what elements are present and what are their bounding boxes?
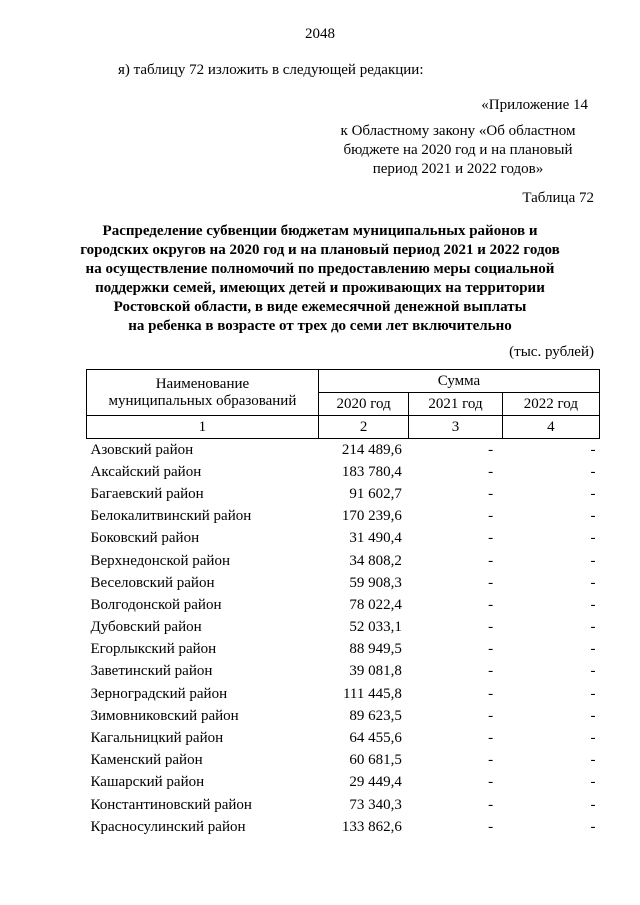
header-sum: Сумма <box>318 370 599 393</box>
value-2022: - <box>590 508 596 525</box>
law-reference <box>328 122 588 179</box>
title-line: городских округов на 2020 год и на плановый период 2021 и 2022 годов <box>80 242 560 258</box>
municipality-name: Константиновский район <box>90 796 252 813</box>
value-2021: - <box>488 574 494 591</box>
table-row <box>87 727 600 749</box>
col-number: 1 <box>87 416 319 439</box>
table-row <box>87 661 600 683</box>
value-2021: - <box>488 552 494 569</box>
value-2022: - <box>590 663 596 680</box>
value-2022: - <box>590 818 596 835</box>
table-row <box>87 572 600 594</box>
table-body <box>87 439 600 839</box>
law-ref-line: к Областному закону «Об областном <box>340 123 576 139</box>
municipality-name: Верхнедонской район <box>90 552 230 569</box>
law-ref-line: период 2021 и 2022 годов» <box>372 161 544 177</box>
value-2020: 78 022,4 <box>349 596 402 613</box>
document-title <box>70 222 570 336</box>
value-2022: - <box>590 641 596 658</box>
municipality-name: Красносулинский район <box>90 818 246 835</box>
table-row <box>87 461 600 483</box>
value-2020: 64 455,6 <box>349 730 402 747</box>
value-2020: 214 489,6 <box>341 441 402 458</box>
table-row <box>87 550 600 572</box>
municipality-name: Кашарский район <box>90 774 205 791</box>
table-row <box>87 506 600 528</box>
municipality-name: Азовский район <box>90 441 194 458</box>
value-2022: - <box>590 707 596 724</box>
title-line: Распределение субвенции бюджетам муниципальных районов и <box>102 223 538 239</box>
value-2022: - <box>590 596 596 613</box>
value-2020: 52 033,1 <box>349 619 402 636</box>
value-2021: - <box>488 663 494 680</box>
table-row <box>87 439 600 462</box>
value-2020: 133 862,6 <box>341 818 402 835</box>
table-row <box>87 772 600 794</box>
value-2022: - <box>590 774 596 791</box>
value-2020: 91 602,7 <box>349 485 402 502</box>
units-label: (тыс. рублей) <box>509 344 594 360</box>
municipality-name: Белокалитвинский район <box>90 508 252 525</box>
appendix-label: «Приложение 14 <box>481 97 588 113</box>
law-ref-line: бюджете на 2020 год и на плановый <box>343 142 573 158</box>
value-2021: - <box>488 619 494 636</box>
table-row <box>87 794 600 816</box>
header-year-2021: 2021 год <box>409 393 502 416</box>
municipality-name: Зерноградский район <box>90 685 228 702</box>
value-2021: - <box>488 485 494 502</box>
header-name-line: муниципальных образований <box>108 392 297 409</box>
value-2021: - <box>488 441 494 458</box>
col-number: 4 <box>502 416 599 439</box>
value-2022: - <box>590 619 596 636</box>
value-2022: - <box>590 752 596 769</box>
value-2022: - <box>590 685 596 702</box>
value-2022: - <box>590 574 596 591</box>
table-row <box>87 617 600 639</box>
value-2020: 111 445,8 <box>342 685 402 702</box>
value-2020: 183 780,4 <box>341 463 402 480</box>
municipality-name: Дубовский район <box>90 619 202 636</box>
value-2022: - <box>590 463 596 480</box>
table-label: Таблица 72 <box>522 190 594 206</box>
value-2022: - <box>590 730 596 747</box>
value-2022: - <box>590 530 596 547</box>
table-row <box>87 705 600 727</box>
value-2020: 31 490,4 <box>349 530 402 547</box>
municipality-name: Багаевский район <box>90 485 204 502</box>
value-2021: - <box>488 508 494 525</box>
value-2020: 170 239,6 <box>341 508 402 525</box>
intro-text: я) таблицу 72 изложить в следующей редакции: <box>118 62 424 78</box>
value-2021: - <box>488 596 494 613</box>
header-name <box>87 370 319 416</box>
value-2020: 73 340,3 <box>349 796 402 813</box>
value-2021: - <box>488 641 494 658</box>
table-row <box>87 683 600 705</box>
table-row <box>87 639 600 661</box>
table-row <box>87 528 600 550</box>
page-number: 2048 <box>305 26 335 42</box>
municipality-name: Волгодонской район <box>90 596 222 613</box>
value-2021: - <box>488 707 494 724</box>
value-2022: - <box>590 485 596 502</box>
value-2021: - <box>488 463 494 480</box>
value-2020: 59 908,3 <box>349 574 402 591</box>
value-2021: - <box>488 730 494 747</box>
value-2020: 89 623,5 <box>349 707 402 724</box>
header-year-2020: 2020 год <box>318 393 408 416</box>
title-line: на ребенка в возрасте от трех до семи лет включительно <box>128 318 512 334</box>
value-2021: - <box>488 774 494 791</box>
value-2021: - <box>488 818 494 835</box>
municipality-name: Кагальницкий район <box>90 730 224 747</box>
title-line: поддержки семей, имеющих детей и проживающих на территории <box>95 280 545 296</box>
header-year-2022: 2022 год <box>502 393 599 416</box>
value-2022: - <box>590 552 596 569</box>
value-2022: - <box>590 796 596 813</box>
value-2020: 88 949,5 <box>349 641 402 658</box>
municipality-name: Егорлыкский район <box>90 641 217 658</box>
value-2021: - <box>488 530 494 547</box>
subvention-table <box>86 369 600 838</box>
municipality-name: Заветинский район <box>90 663 213 680</box>
table-row <box>87 594 600 616</box>
col-number: 3 <box>409 416 502 439</box>
value-2022: - <box>590 441 596 458</box>
value-2020: 39 081,8 <box>349 663 402 680</box>
value-2021: - <box>488 752 494 769</box>
title-line: Ростовской области, в виде ежемесячной денежной выплаты <box>113 299 527 315</box>
value-2020: 29 449,4 <box>349 774 402 791</box>
table-row <box>87 483 600 505</box>
municipality-name: Веселовский район <box>90 574 215 591</box>
table-row <box>87 750 600 772</box>
value-2020: 60 681,5 <box>349 752 402 769</box>
value-2021: - <box>488 796 494 813</box>
title-line: на осуществление полномочий по предоставлению меры социальной <box>85 261 555 277</box>
value-2020: 34 808,2 <box>349 552 402 569</box>
value-2021: - <box>488 685 494 702</box>
municipality-name: Боковский район <box>90 530 200 547</box>
municipality-name: Зимовниковский район <box>90 707 239 724</box>
col-number: 2 <box>318 416 408 439</box>
table-row <box>87 816 600 838</box>
municipality-name: Каменский район <box>90 752 203 769</box>
municipality-name: Аксайский район <box>90 463 202 480</box>
header-name-line: Наименование <box>155 375 250 392</box>
